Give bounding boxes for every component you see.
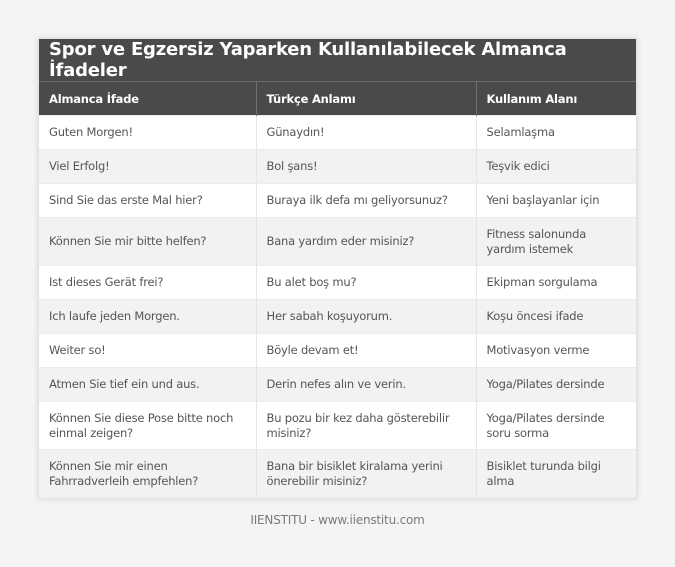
cell-german-phrase: Ich laufe jeden Morgen. [39, 300, 256, 334]
cell-german-phrase: Weiter so! [39, 334, 256, 368]
cell-usage-area: Ekipman sorgulama [476, 266, 636, 300]
table-title: Spor ve Egzersiz Yaparken Kullanılabilecek Almanca İfadeler [39, 39, 636, 82]
cell-usage-area: Motivasyon verme [476, 334, 636, 368]
table-row [39, 368, 636, 402]
cell-turkish-meaning: Bol şans! [256, 150, 476, 184]
cell-german-phrase: Viel Erfolg! [39, 150, 256, 184]
cell-turkish-meaning: Buraya ilk defa mı geliyorsunuz? [256, 184, 476, 218]
cell-usage-area: Yoga/Pilates dersinde soru sorma [476, 402, 636, 450]
cell-german-phrase: Sind Sie das erste Mal hier? [39, 184, 256, 218]
column-header-turkish-meaning: Türkçe Anlamı [256, 82, 476, 116]
cell-turkish-meaning: Bana bir bisiklet kiralama yerini önerebilir misiniz? [256, 450, 476, 498]
cell-german-phrase: Ist dieses Gerät frei? [39, 266, 256, 300]
column-header-german-phrase: Almanca İfade [39, 82, 256, 116]
cell-usage-area: Koşu öncesi ifade [476, 300, 636, 334]
table-row [39, 218, 636, 266]
cell-turkish-meaning: Her sabah koşuyorum. [256, 300, 476, 334]
cell-turkish-meaning: Bu alet boş mu? [256, 266, 476, 300]
cell-german-phrase: Können Sie mir einen Fahrradverleih empfehlen? [39, 450, 256, 498]
cell-turkish-meaning: Böyle devam et! [256, 334, 476, 368]
cell-turkish-meaning: Bana yardım eder misiniz? [256, 218, 476, 266]
cell-turkish-meaning: Derin nefes alın ve verin. [256, 368, 476, 402]
table-row [39, 450, 636, 498]
cell-turkish-meaning: Bu pozu bir kez daha gösterebilir misiniz? [256, 402, 476, 450]
cell-usage-area: Yoga/Pilates dersinde [476, 368, 636, 402]
table-row [39, 150, 636, 184]
table-row [39, 266, 636, 300]
cell-usage-area: Selamlaşma [476, 116, 636, 150]
footer-credit: IIENSTITU - www.iienstitu.com [250, 513, 425, 527]
cell-german-phrase: Atmen Sie tief ein und aus. [39, 368, 256, 402]
cell-usage-area: Yeni başlayanlar için [476, 184, 636, 218]
cell-german-phrase: Guten Morgen! [39, 116, 256, 150]
cell-usage-area: Fitness salonunda yardım istemek [476, 218, 636, 266]
table-header-row [39, 82, 636, 116]
table-row [39, 334, 636, 368]
table-row [39, 184, 636, 218]
phrases-table [39, 82, 636, 498]
table-row [39, 402, 636, 450]
phrases-table-card [38, 38, 637, 499]
column-header-usage-area: Kullanım Alanı [476, 82, 636, 116]
cell-german-phrase: Können Sie mir bitte helfen? [39, 218, 256, 266]
cell-german-phrase: Können Sie diese Pose bitte noch einmal zeigen? [39, 402, 256, 450]
cell-usage-area: Bisiklet turunda bilgi alma [476, 450, 636, 498]
cell-usage-area: Teşvik edici [476, 150, 636, 184]
table-row [39, 300, 636, 334]
cell-turkish-meaning: Günaydın! [256, 116, 476, 150]
table-row [39, 116, 636, 150]
